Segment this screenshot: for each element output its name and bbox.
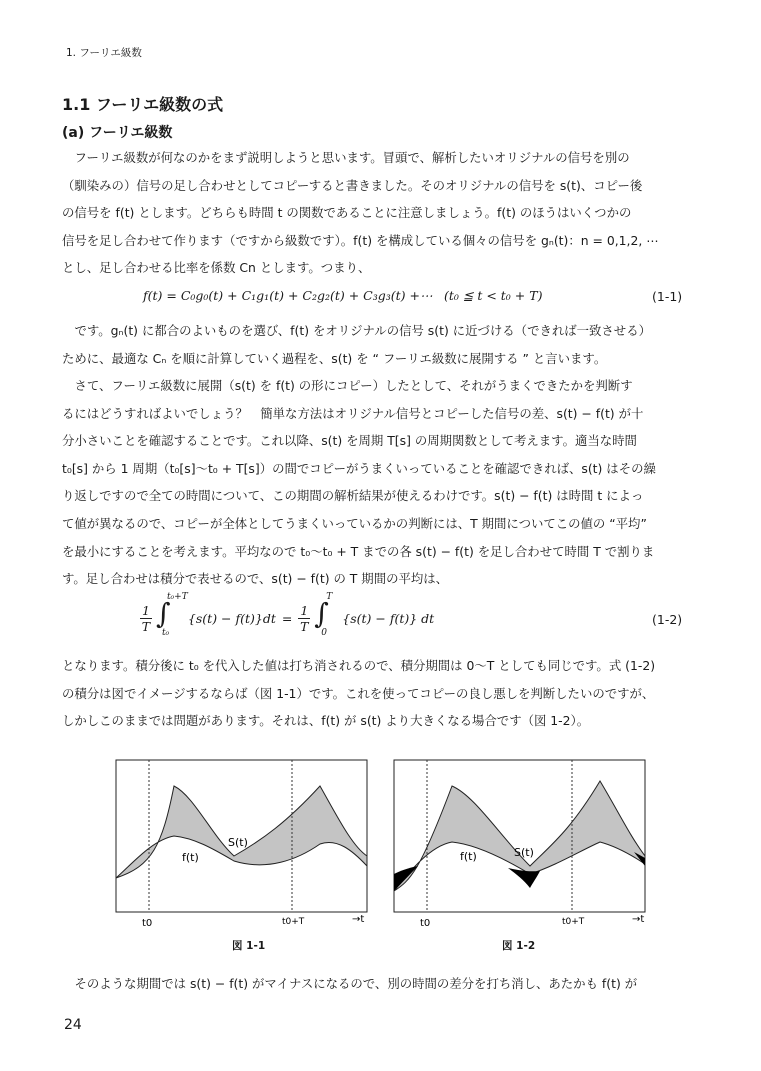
paragraph-3-line: るにはどうすればよいでしょう？ 簡単な方法はオリジナル信号とコピーした信号の差、s(t) − f(t) が十 xyxy=(62,405,644,421)
paragraph-3-line: を最小にすることを考えます。平均なので t₀〜t₀ + T までの各 s(t) − f(t) を足し合わせて時間 T で割りま xyxy=(62,543,655,559)
integral-2 xyxy=(314,592,333,638)
figure-1-1 xyxy=(112,756,382,936)
paragraph-1-line: の信号を f(t) とします。どちらも時間 t の関数であることに注意しましょう。f(t) のほうはいくつかの xyxy=(62,205,632,221)
fraction-numerator: 1 xyxy=(300,602,309,618)
paragraph-1-line: 信号を足し合わせて作ります（ですから級数です）。f(t) を構成している個々の信号を gₙ(t)：n = 0,1,2, ⋯ xyxy=(62,232,659,248)
paragraph-4-line: の積分は図でイメージするならば（図 1-1）です。これを使ってコピーの良し悪しを判断したいのですが、 xyxy=(62,685,655,701)
label-f: f(t) xyxy=(460,850,477,863)
paragraph-1-line: とし、足し合わせる比率を係数 Cn とします。つまり、 xyxy=(62,260,371,276)
integral-sign-icon: ∫ xyxy=(155,597,171,630)
fraction-denominator: T xyxy=(141,618,151,634)
integrand-2: {s(t) − f(t)} dt xyxy=(342,610,435,626)
paragraph-2-line: です。gₙ(t) に都合のよいものを選び、f(t) をオリジナルの信号 s(t) に近づける（できれば一致させる） xyxy=(74,323,651,338)
paragraph-4 xyxy=(62,652,700,735)
paragraph-3-line: り返しですので全ての時間について、この期間の解析結果が使えるわけです。s(t) − f(t) は時間 t によっ xyxy=(62,488,644,504)
difference-area xyxy=(116,786,367,878)
paragraph-1-line: フーリエ級数が何なのかをまず説明しようと思います。冒頭で、解析したいオリジナルの信号を別の xyxy=(74,150,630,165)
page-number: 24 xyxy=(64,1017,82,1033)
paragraph-3-line: す。足し合わせは積分で表せるので、s(t) − f(t) の T 期間の平均は、 xyxy=(62,571,449,587)
paragraph-3-line: て値が異なるので、コピーが全体としてうまくいっているかの判断には、T 期間についてこの値の “平均” xyxy=(62,515,647,531)
fraction-1-over-T xyxy=(298,603,310,634)
equation-1-1: f(t) = C₀g₀(t) + C₁g₁(t) + C₂g₂(t) + C₃g₃(t) +⋯ xyxy=(143,288,433,303)
paragraph-5-line: そのような期間では s(t) − f(t) がマイナスになるので、別の時間の差分を打ち消し、あたかも f(t) が xyxy=(74,976,638,991)
paragraph-3 xyxy=(62,372,700,593)
integral-lower-limit: t₀ xyxy=(161,628,170,638)
tick-t0: t0 xyxy=(420,918,431,929)
figure-1-2-caption: 図 1-2 xyxy=(502,940,536,952)
equation-1-2-number: (1-2) xyxy=(652,612,683,627)
tick-t0: t0 xyxy=(142,918,153,929)
equals-sign: = xyxy=(281,610,293,626)
paragraph-3-line: さて、フーリエ級数に展開（s(t) を f(t) の形にコピー）したとして、それがうまくできたかを判断す xyxy=(74,378,633,393)
tick-t0T: t0+T xyxy=(562,917,585,927)
paragraph-3-line: 分小さいことを確認することです。これ以降、s(t) を周期 T[s] の周期関数として考えます。適当な時間 xyxy=(62,433,637,449)
integral-1 xyxy=(155,592,188,638)
integrand-1: {s(t) − f(t)}dt xyxy=(187,610,276,626)
paragraph-1-line: （馴染みの）信号の足し合わせとしてコピーすると書きました。そのオリジナルの信号を s(t)、コピー後 xyxy=(62,177,643,193)
equation-1-1-number: (1-1) xyxy=(652,289,683,304)
label-f: f(t) xyxy=(182,851,199,864)
fraction-denominator: T xyxy=(300,618,309,634)
fraction-1-over-T xyxy=(140,603,152,634)
fraction-numerator: 1 xyxy=(142,602,150,618)
label-s: S(t) xyxy=(228,836,248,849)
integral-sign-icon: ∫ xyxy=(314,597,329,630)
section-title: 1.1 フーリエ級数の式 xyxy=(62,95,224,114)
paragraph-2-line: ために、最適な Cₙ を順に計算していく過程を、s(t) を “ フーリエ級数に展開する ” と言います。 xyxy=(62,350,607,366)
integral-upper-limit: T xyxy=(326,592,333,602)
paragraph-2 xyxy=(62,317,700,372)
axis-t: →t xyxy=(632,914,645,925)
paragraph-4-line: しかしこのままでは問題があります。それは、f(t) が s(t) より大きくなる場合です（図 1-2）。 xyxy=(62,713,590,729)
subsection-title: (a) フーリエ級数 xyxy=(62,125,173,141)
tick-t0T: t0+T xyxy=(282,917,305,927)
axis-t: →t xyxy=(352,914,365,925)
running-head: 1. フーリエ級数 xyxy=(66,47,142,59)
figure-1-2 xyxy=(390,756,660,936)
paragraph-3-line: t₀[s] から 1 周期（t₀[s]〜t₀ + T[s]）の間でコピーがうまくいっていることを確認できれば、s(t) はその繰 xyxy=(62,460,656,476)
paragraph-5 xyxy=(62,970,700,998)
figure-1-1-caption: 図 1-1 xyxy=(232,940,266,952)
paragraph-4-line: となります。積分後に t₀ を代入した値は打ち消されるので、積分期間は 0〜T としても同じです。式 (1-2) xyxy=(62,658,656,673)
equation-1-2 xyxy=(140,592,435,642)
paragraph-1 xyxy=(62,144,700,282)
integral-lower-limit: 0 xyxy=(321,628,327,638)
integral-upper-limit: t₀+T xyxy=(166,592,188,602)
equation-1-1-condition: (t₀ ≦ t < t₀ + T) xyxy=(444,288,543,303)
label-s: S(t) xyxy=(514,846,534,859)
